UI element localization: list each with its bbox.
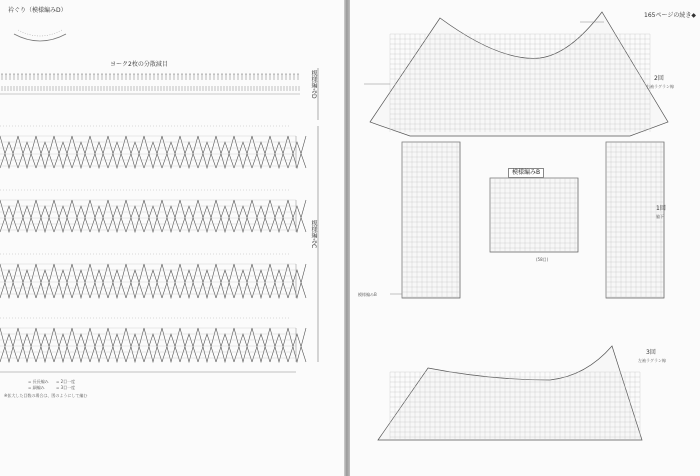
yoke-decrease-caption: ヨーク2枚の分散減目 (110, 61, 168, 68)
top-stitch-row (1, 74, 299, 80)
pattern-d-label: 模様編みD (310, 70, 317, 99)
right-body-panel (606, 142, 664, 298)
pattern-b-swatch (490, 178, 578, 252)
part1-label: 1回 (656, 205, 666, 212)
legend-note: ※拡大した目数の場合は、図のようにして編む (4, 393, 88, 398)
left-crochet-charts (0, 0, 344, 476)
edging-title: 衿ぐり（模様編みD） (8, 7, 67, 14)
right-page (350, 0, 700, 476)
legend-item: = 細編み (28, 385, 45, 390)
part2-label: 2回 (654, 75, 664, 82)
lace-band (0, 200, 306, 232)
continued-from-note: 165ページの続き◆ (644, 12, 696, 19)
part2-sub: 右袖ラグラン線 (646, 84, 674, 89)
legend-item: = 2目一度 (56, 379, 76, 384)
side-pattern-label: 模様編みB (358, 292, 377, 297)
left-body-panel (402, 142, 460, 298)
right-crochet-charts (350, 0, 700, 476)
part1-sub: 脇下 (656, 214, 664, 219)
legend-item: = 長長編み (28, 379, 49, 384)
part3-sub: 左袖ラグラン線 (638, 358, 666, 363)
pattern-b-title: 模様編みB (508, 168, 544, 178)
second-stitch-row (2, 86, 299, 91)
edging-curve (14, 34, 66, 41)
lace-band (0, 328, 306, 362)
lace-band (0, 264, 306, 298)
part3-label: 3回 (646, 349, 656, 356)
left-page (0, 0, 344, 476)
pattern-b-stitch-count: (58目) (536, 257, 549, 262)
pattern-c-label: 模様編みC (310, 220, 317, 249)
lace-band (0, 136, 306, 168)
legend-item: = 3目一度 (56, 385, 76, 390)
edging-stitches (18, 30, 62, 36)
